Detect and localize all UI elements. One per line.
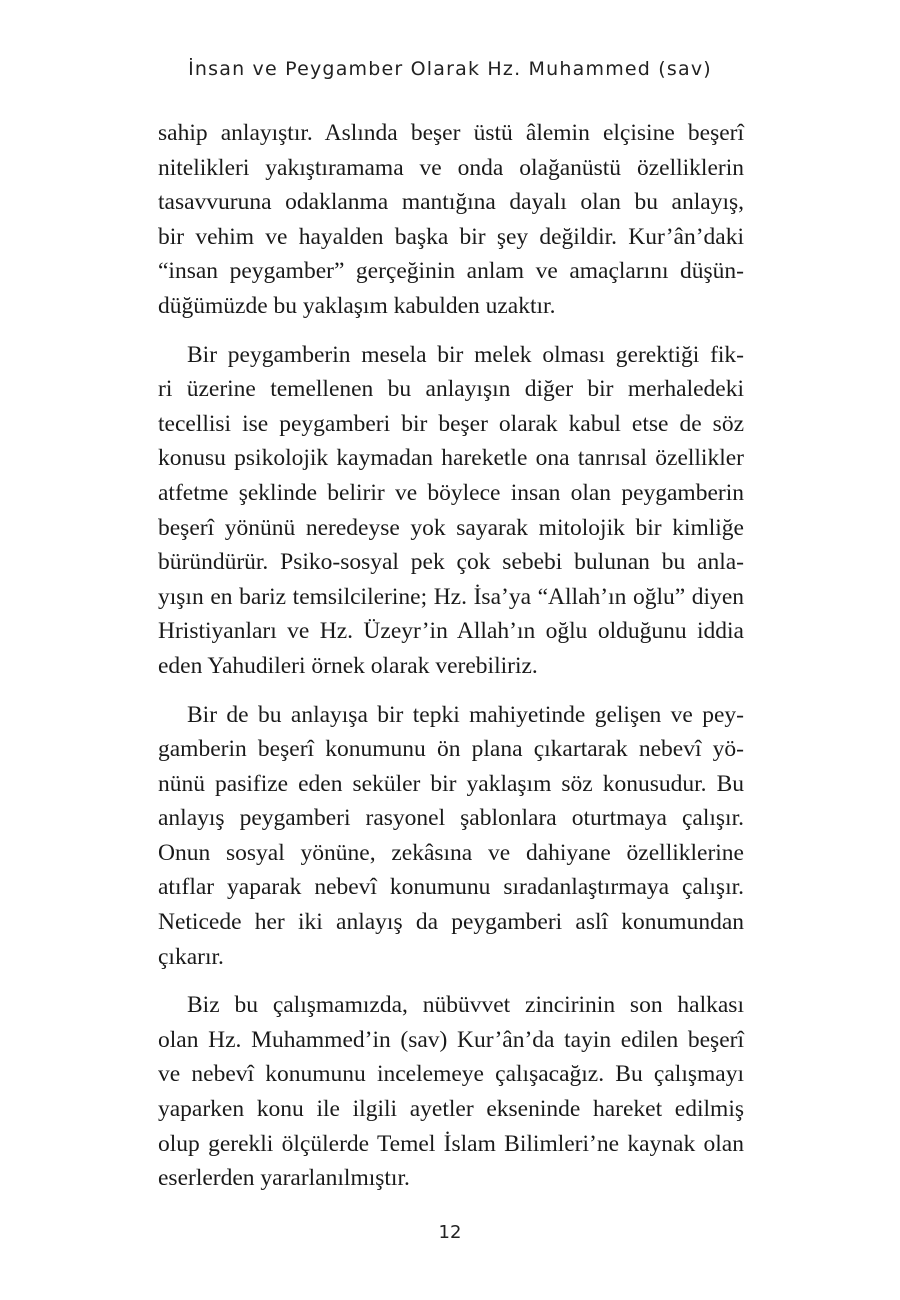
text-line: yışın en bariz temsilcilerine; Hz. İsa’ya “Allah’ın oğlu” diyen bbox=[158, 583, 744, 610]
text-line: Onun sosyal yönüne, zekâsına ve dahiyane özelliklerine bbox=[158, 839, 744, 866]
text-line: Hristiyanları ve Hz. Üzeyr’in Allah’ın oğlu olduğunu iddia bbox=[158, 618, 744, 645]
paragraph-3 bbox=[158, 698, 744, 975]
text-line: atfetme şeklinde belirir ve böylece insan olan peygamberin bbox=[158, 479, 744, 506]
text-line: yaparken konu ile ilgili ayetler ekseninde hareket edilmiş bbox=[158, 1096, 744, 1123]
text-line: atıflar yaparak nebevî konumunu sıradanlaştırmaya çalışır. bbox=[158, 874, 744, 901]
text-line: ri üzerine temellenen bu anlayışın diğer bir merhaledeki bbox=[158, 376, 744, 403]
text-line: tasavvuruna odaklanma mantığına dayalı olan bu anlayış, bbox=[158, 189, 744, 216]
text-line: eden Yahudileri örnek olarak verebiliriz. bbox=[158, 652, 538, 679]
text-line: konusu psikolojik kaymadan hareketle ona tanrısal özellikler bbox=[158, 445, 744, 472]
running-header: İnsan ve Peygamber Olarak Hz. Muhammed (sav) bbox=[188, 58, 712, 80]
paragraph-1 bbox=[158, 116, 744, 324]
text-line: ve nebevî konumunu incelemeye çalışacağız. Bu çalışmayı bbox=[158, 1061, 744, 1088]
text-line: tecellisi ise peygamberi bir beşer olarak kabul etse de söz bbox=[158, 410, 744, 437]
text-line: büründürür. Psiko-sosyal pek çok sebebi bulunan bu anla- bbox=[158, 549, 744, 576]
text-line: beşerî yönünü neredeyse yok sayarak mitolojik bir kimliğe bbox=[158, 514, 744, 541]
paragraph-2 bbox=[158, 338, 744, 684]
text-line: çıkarır. bbox=[158, 943, 224, 970]
text-line: Neticede her iki anlayış da peygamberi aslî konumundan bbox=[158, 909, 744, 936]
text-line: Bir de bu anlayışa bir tepki mahiyetinde gelişen ve pey- bbox=[187, 701, 744, 728]
body-text bbox=[158, 116, 744, 1196]
text-line: anlayış peygamberi rasyonel şablonlara oturtmaya çalışır. bbox=[158, 805, 744, 832]
page-number: 12 bbox=[438, 1222, 462, 1243]
text-line: olup gerekli ölçülerde Temel İslam Bilimleri’ne kaynak olan bbox=[158, 1130, 744, 1157]
text-line: nünü pasifize eden seküler bir yaklaşım söz konusudur. Bu bbox=[158, 770, 744, 797]
text-line: Bir peygamberin mesela bir melek olması gerektiği fik- bbox=[187, 341, 744, 368]
text-line: gamberin beşerî konumunu ön plana çıkartarak nebevî yö- bbox=[158, 736, 744, 763]
text-line: Biz bu çalışmamızda, nübüvvet zincirinin son halkası bbox=[187, 992, 744, 1019]
text-line: sahip anlayıştır. Aslında beşer üstü âlemin elçisine beşerî bbox=[158, 120, 744, 146]
text-line: düğümüzde bu yaklaşım kabulden uzaktır. bbox=[158, 292, 556, 319]
text-line: eserlerden yararlanılmıştır. bbox=[158, 1165, 410, 1192]
paragraph-4 bbox=[158, 988, 744, 1196]
text-line: “insan peygamber” gerçeğinin anlam ve amaçlarını düşün- bbox=[158, 258, 744, 285]
text-line: olan Hz. Muhammed’in (sav) Kur’ân’da tayin edilen beşerî bbox=[158, 1026, 744, 1053]
text-line: nitelikleri yakıştıramama ve onda olağanüstü özelliklerin bbox=[158, 154, 744, 181]
text-line: bir vehim ve hayalden başka bir şey değildir. Kur’ân’daki bbox=[158, 223, 744, 250]
